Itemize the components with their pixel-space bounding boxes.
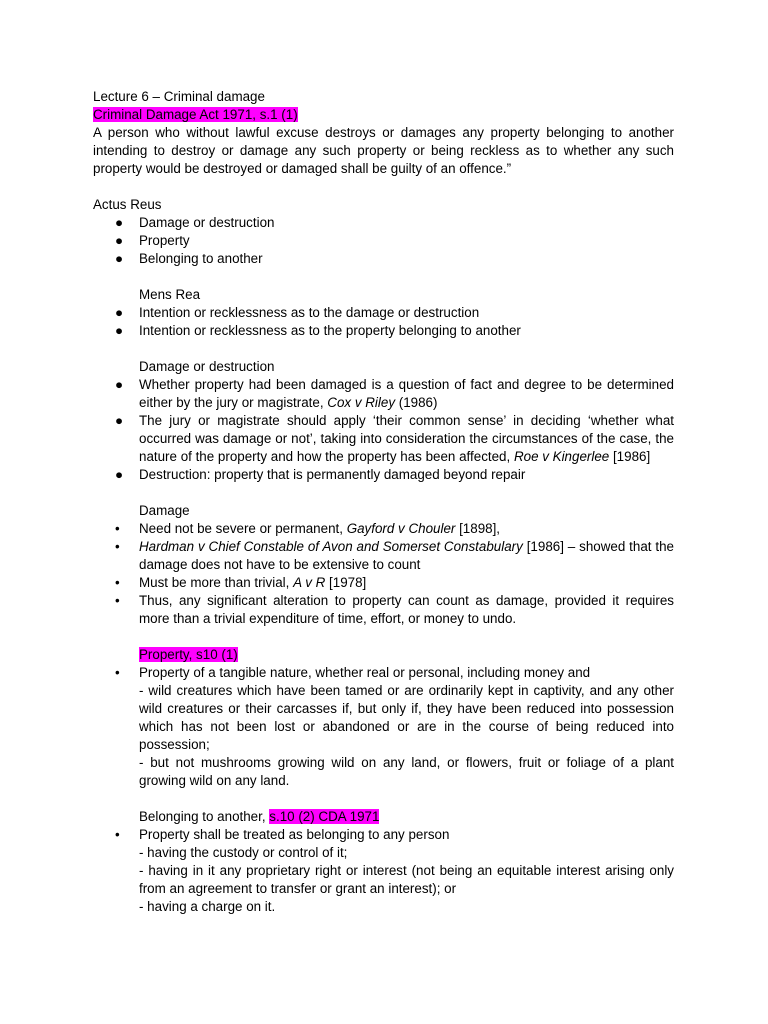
- list-item: ● Destruction: property that is permanently damaged beyond repair: [115, 467, 526, 482]
- list-item: • Need not be severe or permanent, Gayford v Chouler [1898],: [115, 521, 501, 536]
- list-item: ● Property: [115, 233, 190, 248]
- actus-reus-heading: Actus Reus: [93, 197, 162, 212]
- list-item: • Property shall be treated as belonging to any person - having the custody or control of it; - having in it any proprietary right or interest (not being an equitable interest arising only from an agreement to transfer or grant an interest); or - having a charge on it.: [115, 827, 674, 914]
- bullet-icon: ●: [115, 323, 124, 338]
- property-list: [93, 664, 674, 790]
- bullet-icon: •: [115, 575, 120, 590]
- bullet-icon: •: [115, 539, 120, 554]
- belonging-heading: Belonging to another, s.10 (2) CDA 1971: [139, 809, 380, 824]
- damage-heading: Damage: [139, 503, 190, 518]
- bullet-icon: •: [115, 665, 120, 680]
- list-item: • Must be more than trivial, A v R [1978]: [115, 575, 367, 590]
- list-item: ● Intention or recklessness as to the damage or destruction: [115, 305, 480, 320]
- list-item: • Hardman v Chief Constable of Avon and Somerset Constabulary [1986] – showed that the damage does not have to be extensive to count: [115, 539, 674, 572]
- property-heading-highlight: Property, s10 (1): [139, 647, 238, 662]
- act-heading-highlight: Criminal Damage Act 1971, s.1 (1): [93, 107, 298, 122]
- lecture-title: Lecture 6 – Criminal damage: [93, 89, 265, 104]
- list-item: • Thus, any significant alteration to property can count as damage, provided it requires more than a trivial expenditure of time, effort, or money to undo.: [115, 593, 674, 626]
- list-item: ● Damage or destruction: [115, 215, 275, 230]
- mens-rea-list: [93, 304, 674, 340]
- bullet-icon: ●: [115, 377, 124, 392]
- act-quote: A person who without lawful excuse destroys or damages any property belonging to another intending to destroy or damage any such property or being reckless as to whether any such property would be destroyed or damaged shall be guilty of an offence.”: [93, 125, 674, 176]
- actus-reus-list: [93, 214, 674, 268]
- bullet-icon: ●: [115, 413, 124, 428]
- bullet-icon: •: [115, 521, 120, 536]
- mens-rea-heading: Mens Rea: [139, 287, 201, 302]
- case-name: Roe v Kingerlee: [513, 449, 610, 464]
- document-page: [93, 88, 674, 916]
- belonging-heading-highlight: s.10 (2) CDA 1971: [269, 809, 380, 824]
- list-item: ● Intention or recklessness as to the property belonging to another: [115, 323, 521, 338]
- bullet-icon: ●: [115, 467, 124, 482]
- list-item: ● Belonging to another: [115, 251, 263, 266]
- bullet-icon: •: [115, 593, 120, 608]
- case-name: Hardman v Chief Constable of Avon and Somerset Constabulary: [139, 539, 523, 554]
- damage-list: [93, 520, 674, 628]
- damage-or-destruction-heading: Damage or destruction: [139, 359, 275, 374]
- bullet-icon: ●: [115, 251, 124, 266]
- bullet-icon: ●: [115, 305, 124, 320]
- list-item: • Property of a tangible nature, whether real or personal, including money and - wild creatures which have been tamed or are ordinarily kept in captivity, and any other wild creatures or their carcasses if, but only if, they have been reduced into possession which has not been lost or abandoned or are in the course of being reduced into possession; - but not mushrooms growing wild on any land, or flowers, fruit or foliage of a plant growing wild on any land.: [115, 665, 674, 788]
- case-name: A v R: [293, 575, 326, 590]
- case-name: Gayford v Chouler: [346, 521, 456, 536]
- list-item: ● The jury or magistrate should apply ‘their common sense’ in deciding ‘whether what occurred was damage or not’, taking into consideration the circumstances of the case, the nature of the property and how the property has been affected, Roe v Kingerlee [1986]: [115, 413, 674, 464]
- list-item: ● Whether property had been damaged is a question of fact and degree to be determined either by the jury or magistrate, Cox v Riley (1986): [115, 377, 674, 410]
- case-name: Cox v Riley: [327, 395, 396, 410]
- belonging-list: [93, 826, 674, 916]
- bullet-icon: •: [115, 827, 120, 842]
- bullet-icon: ●: [115, 233, 124, 248]
- damage-or-destruction-list: [93, 376, 674, 484]
- bullet-icon: ●: [115, 215, 124, 230]
